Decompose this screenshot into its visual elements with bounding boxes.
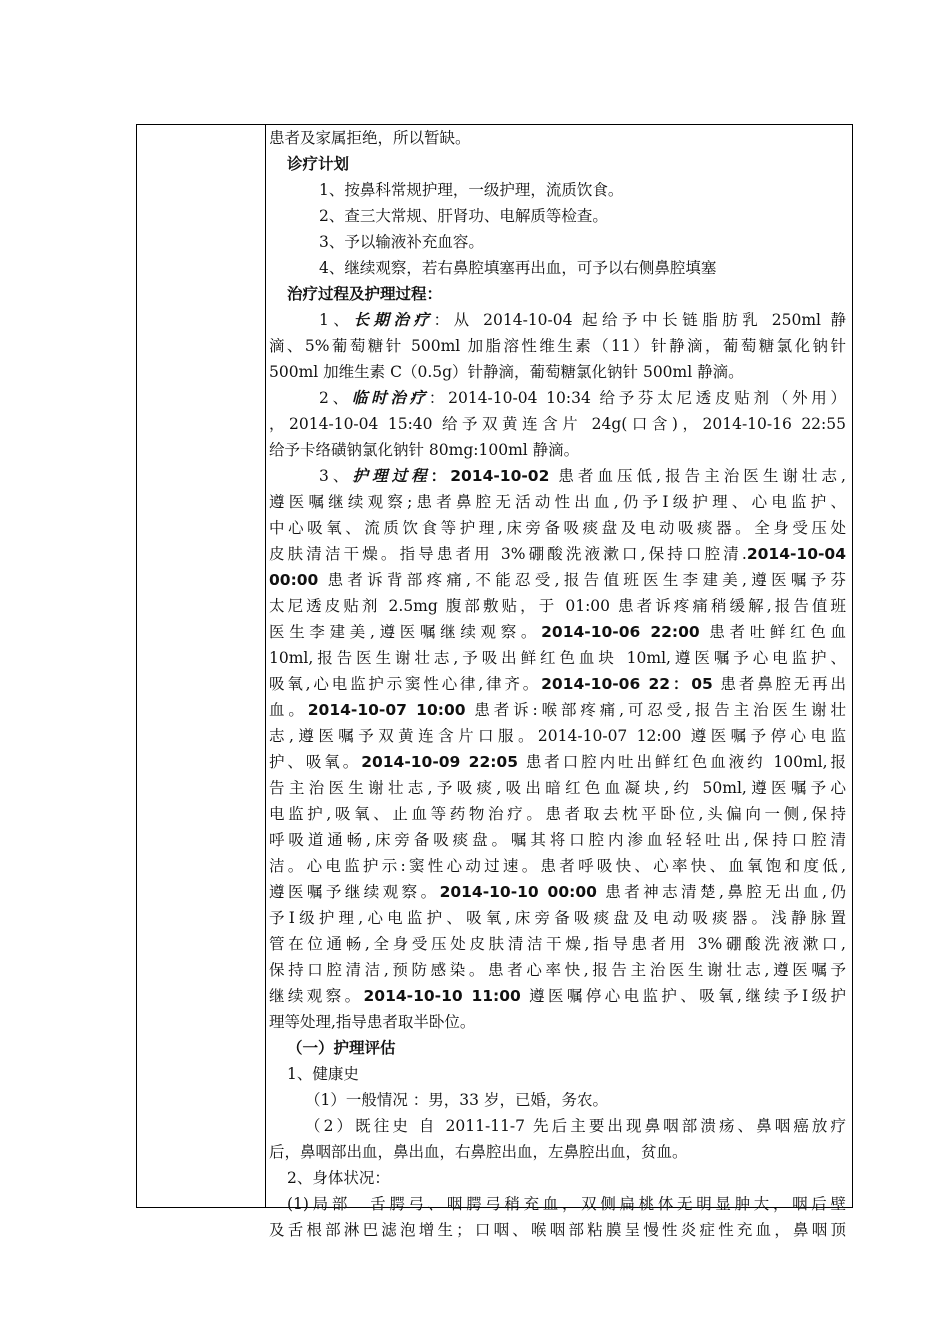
text-line [269,983,846,1009]
subsection-heading: 2、身体状况： [287,1169,390,1187]
line-text: 患者口腔内吐出鲜红色血液约 100ml,报 [518,753,846,771]
line-text: 继续观察。 [269,987,364,1005]
label-column [137,125,266,1207]
text-line [269,463,846,489]
text-line: 电监护,吸氧、止血等药物治疗。患者取去枕平卧位,头偏向一侧,保持 [269,805,846,823]
section-heading: 诊疗计划 [287,155,350,173]
line-text: 患者诉:喉部疼痛,可忍受,报告主治医生谢壮 [465,701,846,719]
text-line: 中心吸氧、流质饮食等护理,床旁备吸痰盘及电动吸痰器。全身受压处 [269,519,846,537]
text-line [269,307,846,333]
text-line [269,541,846,567]
line-text: 吸氧,心电监护示窦性心律,律齐。 [269,675,542,693]
line-text: 遵医嘱停心电监护、吸氧,继续予Ⅰ级护 [520,987,846,1005]
text-line [269,385,846,411]
text-line: 洁。心电监护示:窦性心动过速。患者呼吸快、心率快、血氧饱和度低, [269,857,846,875]
text-line: 10ml,报告医生谢壮志,予吸出鲜红色血块 10ml,遵医嘱予心电监护、 [269,649,846,667]
text-line: 保持口腔清洁,预防感染。患者心率快,报告主治医生谢壮志,遵医嘱予 [269,961,846,979]
line-text: 患者诉背部疼痛,不能忍受,报告值班医生李建美,遵医嘱予芬 [318,571,846,589]
bold-date: 2014-10-10 00:00 [439,883,597,901]
bold-date: ：2014-10-02 [430,467,550,485]
emphasis-label: 长期治疗 [353,311,434,329]
line-text: 患者鼻腔无再出 [712,675,847,693]
text-line: 管在位通畅,全身受压处皮肤清洁干燥,指导患者用 3%硼酸洗液漱口, [269,935,846,953]
emphasis-label: 临时治疗 [351,389,429,407]
section-heading: 治疗过程及护理过程： [287,285,443,303]
line-text: 患者神志清楚,鼻腔无出血,仍 [596,883,846,901]
record-content [269,125,847,1239]
line-text: 护、吸氧。 [269,753,362,771]
text-line: 太尼透皮贴剂 2.5mg 腹部敷贴，于 01:00 患者诉疼痛稍缓解,报告值班 [269,597,846,615]
text-line [269,619,846,645]
record-table [136,124,853,1239]
line-text: 患者血压低,报告主治医生谢壮志, [549,467,846,485]
bold-date: 2014-10-07 10:00 [307,701,466,719]
text-line [269,697,846,723]
line-text: 患者吐鲜红色血 [699,623,846,641]
text-line: 告主治医生谢壮志,予吸痰,吸出暗红色血凝块,约 50ml,遵医嘱予心 [269,779,846,797]
text-line: 后，鼻咽部出血，鼻出血，右鼻腔出血，左鼻腔出血，贫血。 [269,1143,688,1161]
line-prefix: 3、 [319,467,353,485]
bold-date: 2014-10-10 11:00 [363,987,521,1005]
text-line: ，2014-10-04 15:40 给予双黄连含片 24g(口含)，2014-10-16 22:55 [269,415,846,433]
plan-item: 3、予以输液补充血容。 [319,233,484,251]
subsection-heading: 1、健康史 [287,1065,359,1083]
text-line: 500ml 加维生素 C（0.5g）针静滴，葡萄糖氯化钠针 500ml 静滴。 [269,363,744,381]
line-text: ：从 2014-10-04 起给予中长链脂肪乳 250ml 静 [433,311,846,329]
bold-date: 2014-10-06 22：05 [541,675,713,693]
text-line: 理等处理,指导患者取半卧位。 [269,1013,476,1031]
text-line: 给予卡络磺钠氯化钠针 80mg:100ml 静滴。 [269,441,580,459]
text-line: 患者及家属拒绝，所以暂缺。 [269,129,471,147]
line-prefix: 1、 [319,311,354,329]
bold-date: 2014-10-04 [746,545,846,563]
text-line: （1）一般情况 ：男，33 岁，已婚，务农。 [305,1091,608,1109]
line-text: 医生李建美,遵医嘱继续观察。 [269,623,542,641]
plan-item: 4、继续观察，若右鼻腔填塞再出血，可予以右侧鼻腔填塞 [319,259,717,277]
text-line: 志,遵医嘱予双黄连含片口服。2014-10-07 12:00 遵医嘱予停心电监 [269,727,846,745]
text-line: 及舌根部淋巴滤泡增生；口咽、喉咽部粘膜呈慢性炎症性充血，鼻咽顶 [269,1221,846,1239]
text-line [269,879,846,905]
plan-item: 2、查三大常规、肝肾功、电解质等检查。 [319,207,608,225]
text-line: 予Ⅰ级护理,心电监护、吸氧,床旁备吸痰盘及电动吸痰器。浅静脉置 [269,909,846,927]
text-line: 呼吸道通畅,床旁备吸痰盘。嘱其将口腔内渗血轻轻吐出,保持口腔清 [269,831,846,849]
line-text: 遵医嘱予继续观察。 [269,883,440,901]
line-prefix: 2、 [319,389,352,407]
bold-date: 2014-10-09 22:05 [361,753,519,771]
text-line: 遵医嘱继续观察;患者鼻腔无活动性出血,仍予Ⅰ级护理、心电监护、 [269,493,846,511]
emphasis-label: 护理过程 [352,467,431,485]
bold-date: 2014-10-06 22:00 [541,623,700,641]
text-line [269,671,846,697]
plan-item: 1、按鼻科常规护理，一级护理，流质饮食。 [319,181,624,199]
text-line: (1)局部 舌腭弓、咽腭弓稍充血，双侧扁桃体无明显肿大，咽后壁 [287,1195,846,1213]
line-text: ：2014-10-04 10:34 给予芬太尼透皮贴剂（外用） [428,389,846,407]
text-line [269,567,846,593]
text-line: 滴、5%葡萄糖针 500ml 加脂溶性维生素（11）针静滴，葡萄糖氯化钠针 [269,337,846,355]
bold-date: 00:00 [269,571,319,589]
line-text: 血。 [269,701,308,719]
line-text: 皮肤清洁干燥。指导患者用 3%硼酸洗液漱口,保持口腔清. [269,545,747,563]
section-heading: （一）护理评估 [287,1039,396,1057]
text-line [269,749,846,775]
text-line: （2）既往史 自 2011-11-7 先后主要出现鼻咽部溃疡、鼻咽癌放疗 [305,1117,846,1135]
